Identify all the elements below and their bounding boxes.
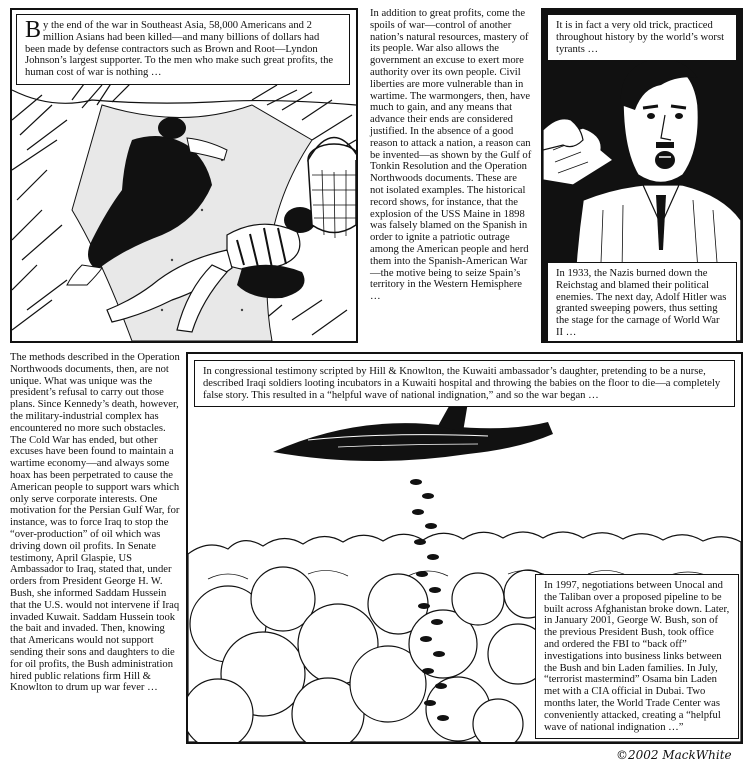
- reichstag-caption: [547, 262, 737, 343]
- tyrants-caption-text: It is in fact a very old trick, practiced throughout history by the world’s worst tyrants …: [556, 20, 725, 55]
- tyrants-caption: [547, 14, 737, 61]
- bomber-panel: [186, 352, 743, 744]
- methods-text: [10, 352, 180, 694]
- vietnam-caption: [16, 14, 350, 85]
- signature: ©2002 MackWhite: [616, 748, 732, 762]
- afghanistan-caption: [535, 574, 739, 739]
- kuwait-caption-text: In congressional testimony scripted by Hill & Knowlton, the Kuwaiti ambassador’s daughter, pretending to be a nurse, described Iraqi soldiers looting incubators in a Kuwaiti hospital and throwing the babies on the floor to die—a completely false story. This resulted in a “helpful wave of national indignation,” and so the war began …: [203, 366, 721, 401]
- spoils-of-war-text: [370, 8, 532, 303]
- vietnam-caption-text: y the end of the war in Southeast Asia, 58,000 Americans and 2 million Asians had been killed—and many billions of dollars had been made by defense contractors such as Brown and Root—Lyndon Johnson’s largest supporter. To the men who make such great profits, the human cost of war is nothing …: [25, 20, 334, 79]
- methods-paragraph: The methods described in the Operation Northwoods documents, then, are not unique. What was unique was the president’s refusal to carry out those plans. Since Kennedy’s death, however, the military-industrial complex has encountered no more such obstacles. The Cold War has ended, but other excuses have been found to maintain a wartime economy—and always some hoax has been perpetrated to cause the American people to support wars which only serve corporate interests. One motivation for the Persian Gulf War, for instance, was to force Iraq to stop the “over-production” of oil which was driving down oil profits. In Senate testimony, April Glaspie, US Ambassador to Iraq, stated that, under orders from President George H. W. Bush, she informed Saddam Hussein that the U.S. would not intervene if Iraq invaded Kuwait. Saddam Hussein took the bait and invaded. Then, knowing that Americans would not support sending their sons and daughters to die for oil profits, the Bush administration hired public relations firm Hill & Knowlton to drum up war fever …: [10, 352, 180, 694]
- vietnam-panel: [10, 8, 358, 343]
- spoils-of-war-paragraph: In addition to great profits, come the spoils of war—control of another nation’s natural resources, mastery of its people. War also allows the government an excuse to exert more authority over its own people. Civil liberties are more vulnerable than in wartime. The warmongers, then, have much to gain, and any means that advance their ends are considered justified. In the absence of a good reason to attack a nation, a reason can be invented—as shown by the Gulf of Tonkin Resolution and the Operation Northwoods documents. These are not isolated examples. The historical record shows, for instance, that the explosion of the USS Maine in 1898 was falsely blamed on the Spanish in order to ignite a patriotic outrage among the American people and herd them into the Spanish-American War—the motive being to seize Spain’s territory in the Western Hemisphere …: [370, 8, 532, 303]
- reichstag-caption-text: In 1933, the Nazis burned down the Reichstag and blamed their political enemies. The next day, Adolf Hitler was granted sweeping powers, thus setting the stage for the carnage of World War II …: [556, 268, 727, 338]
- hitler-panel: [541, 8, 743, 343]
- afghanistan-caption-text: In 1997, negotiations between Unocal and the Taliban over a proposed pipeline to be built across Afghanistan broke down. Later, in January 2001, George W. Bush, son of the previous President Bush, took office and ordered the FBI to “back off” investigations into business links between the Bush and bin Laden families. In July, “terrorist mastermind” Osama bin Laden met with a CIA official in Dubai. Two months later, the World Trade Center was conveniently attacked, creating a “helpful wave of national indignation …”: [544, 580, 730, 733]
- vietnam-caption-dropcap: B: [25, 17, 42, 43]
- kuwait-caption: [194, 360, 735, 407]
